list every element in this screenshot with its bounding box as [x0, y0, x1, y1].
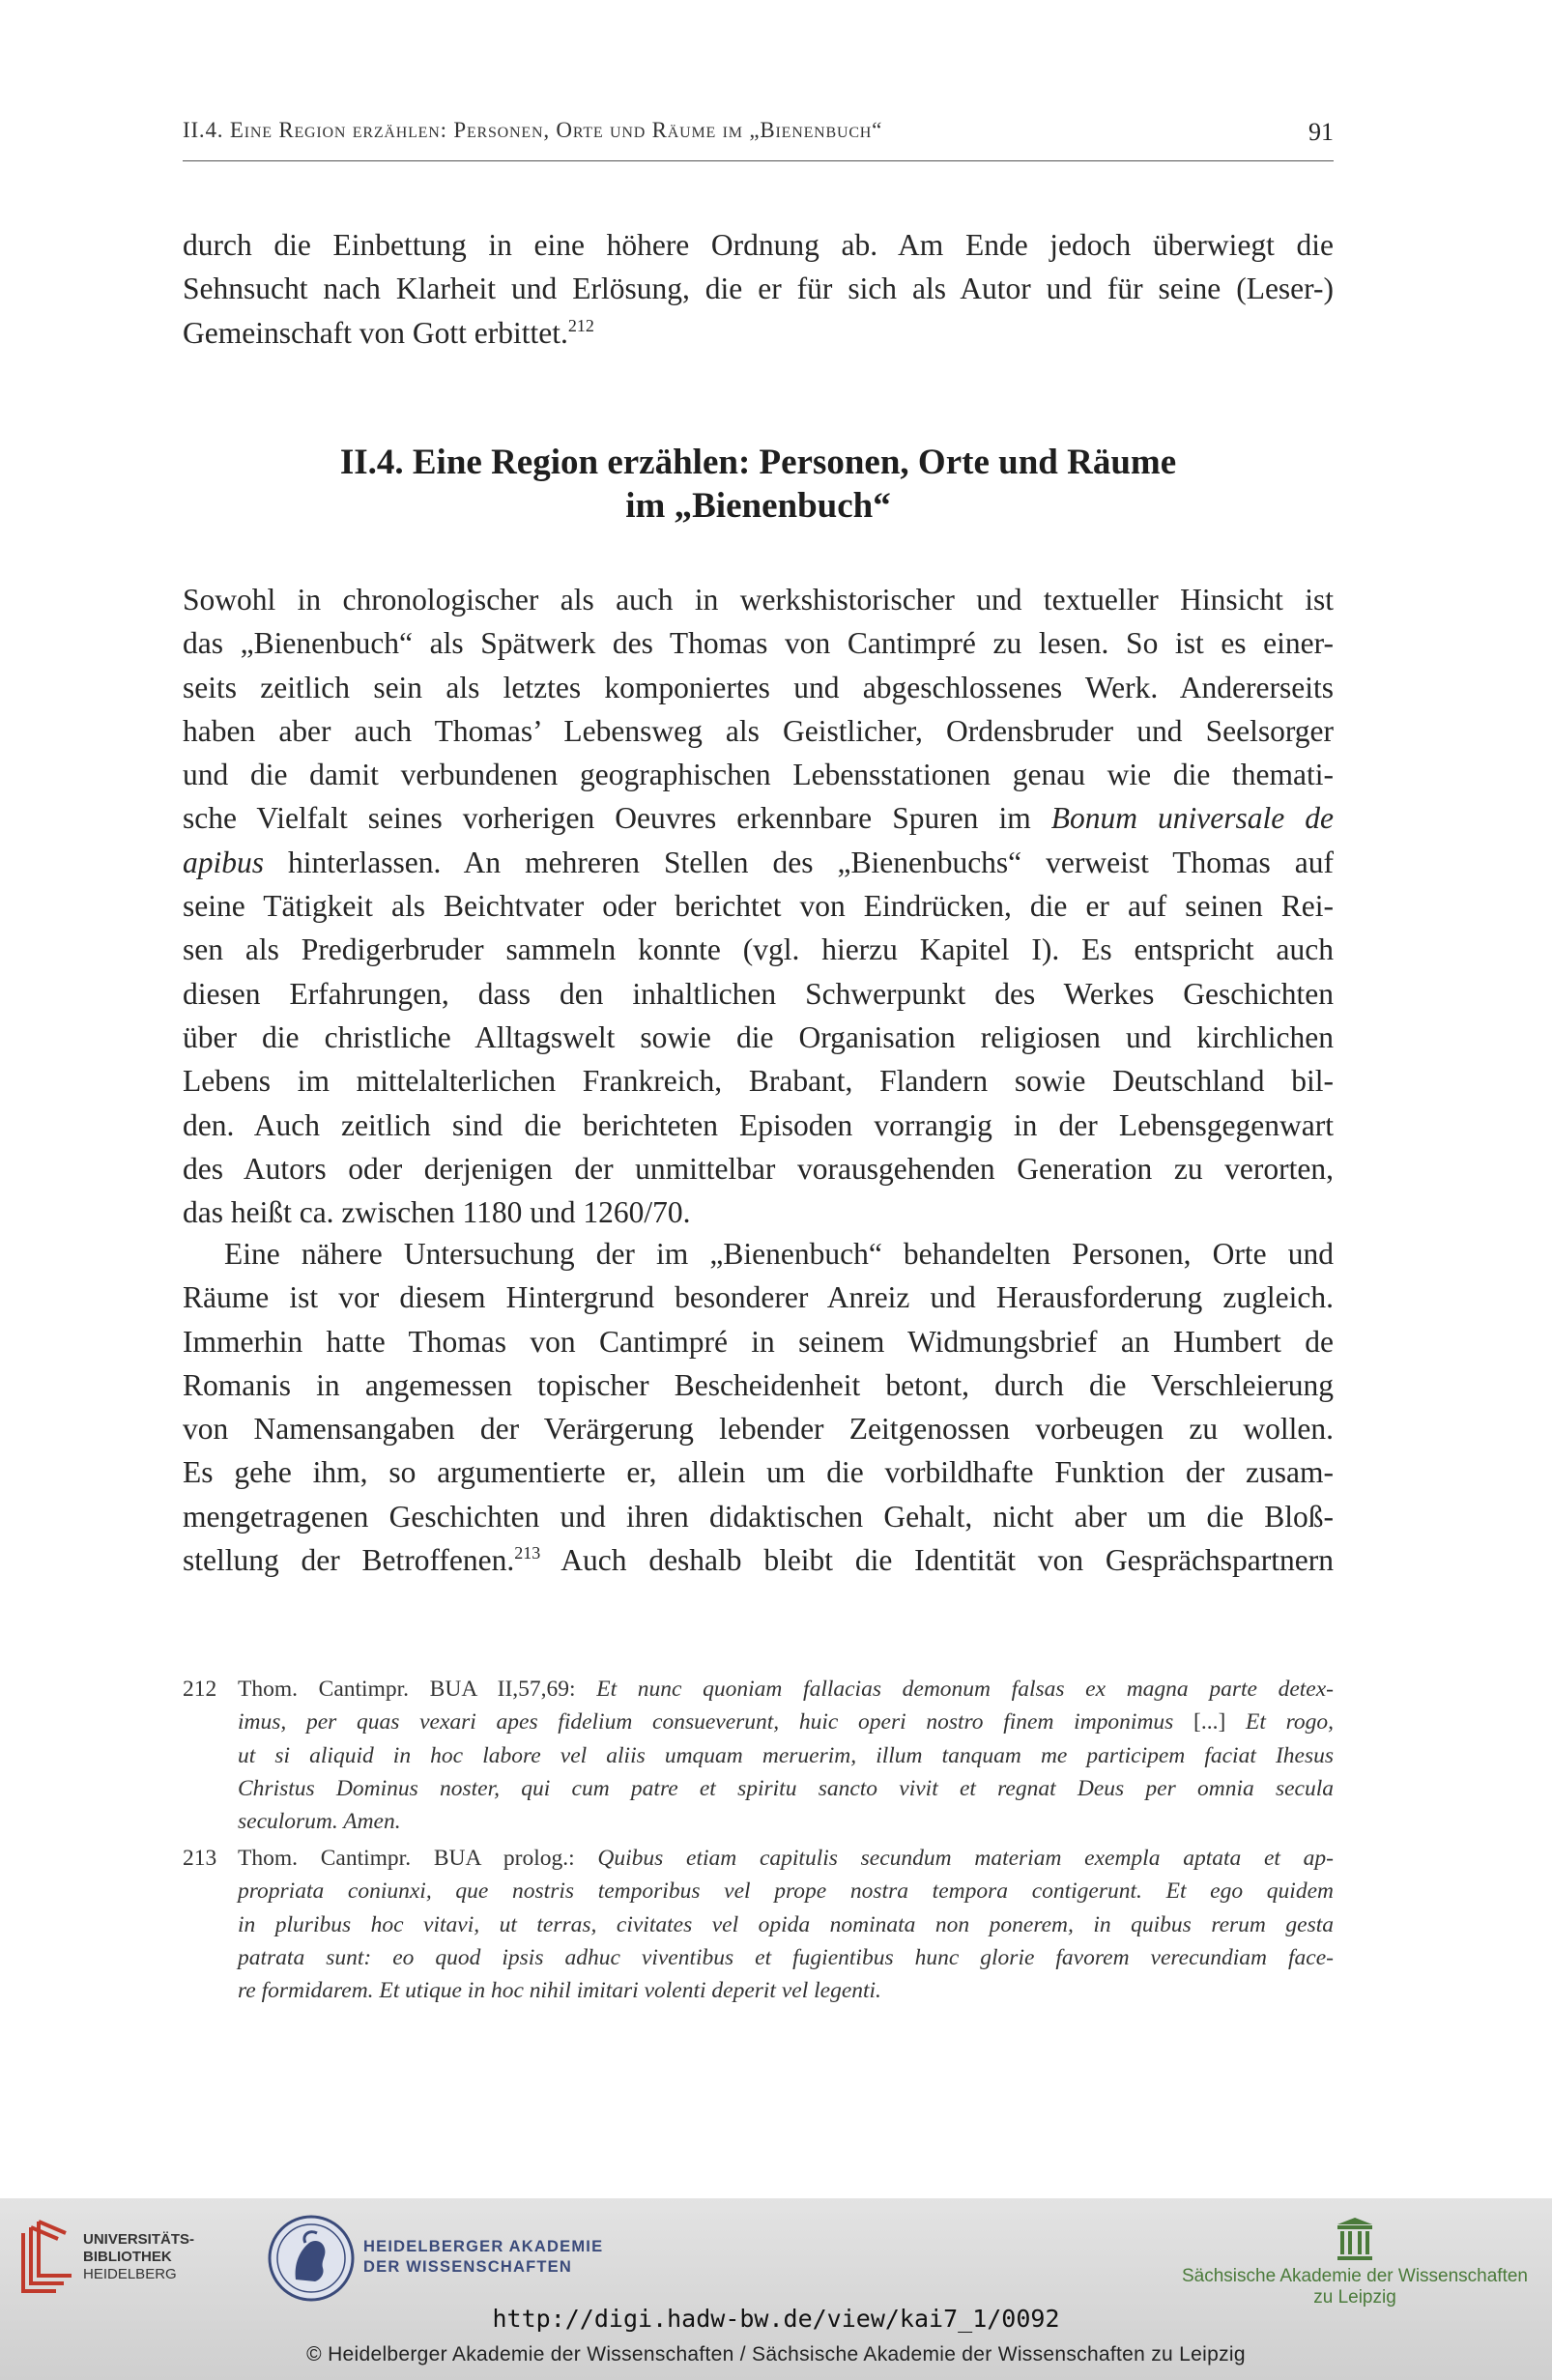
- ub-logo-line: UNIVERSITÄTS-: [83, 2231, 195, 2248]
- text-line: Sowohl in chronologischer als auch in werkshistorischer und textueller Hinsicht ist: [183, 583, 1334, 617]
- text-line: sen als Predigerbruder sammeln konnte (vgl. hierzu Kapitel I). Es entspricht auch: [183, 932, 1334, 967]
- footnote-quote: re formidarem. Et utique in hoc nihil imitari volenti deperit vel legenti.: [238, 1978, 881, 2004]
- footnote-number: 212: [183, 1677, 217, 1702]
- text-line: Sehnsucht nach Klarheit und Erlösung, die er für sich als Autor und für seine (Leser-): [183, 272, 1334, 306]
- text-line: Lebens im mittelalterlichen Frankreich, Brabant, Flandern sowie Deutschland bil-: [183, 1064, 1334, 1099]
- ub-heidelberg-logo[interactable]: [17, 2220, 211, 2297]
- text-line: [183, 796, 1334, 840]
- text-line-content: Auch deshalb bleibt die Identität von Gesprächspartnern: [540, 1543, 1334, 1578]
- text-line: Es gehe ihm, so argumentierte er, allein um die vorbildhafte Funktion der zusam-: [183, 1455, 1334, 1490]
- hadw-logo[interactable]: [267, 2214, 653, 2310]
- hadw-seal-icon: [267, 2214, 356, 2303]
- italic-work-title: apibus: [183, 845, 265, 879]
- text-line: seits zeitlich sein als letztes komponiertes und abgeschlossenes Werk. Andererseits: [183, 670, 1334, 704]
- section-heading-line2: im „Bienenbuch“: [625, 486, 891, 526]
- text-line: [183, 841, 1334, 884]
- text-line-content: stellung der Betroffenen.: [183, 1543, 515, 1578]
- text-line: [183, 311, 1334, 355]
- saw-logo-line: zu Leipzig: [1313, 2287, 1396, 2308]
- section-heading: [183, 441, 1334, 528]
- body-paragraph-2: [183, 1232, 1334, 1582]
- text-line: Immerhin hatte Thomas von Cantimpré in seinem Widmungsbrief an Humbert de: [183, 1324, 1334, 1359]
- running-header: [183, 118, 1334, 161]
- footnote-quote: Et rogo,: [1225, 1709, 1334, 1735]
- footnote-line: [238, 1974, 1334, 2007]
- italic-work-title: Bonum universale de: [1050, 801, 1334, 836]
- text-line: [183, 1538, 1334, 1582]
- footnote-line: [238, 1739, 1334, 1772]
- text-line: Eine nähere Untersuchung der im „Bienenbuch“ behandelten Personen, Orte und: [224, 1237, 1334, 1271]
- text-line: über die christliche Alltagswelt sowie die Organisation religiosen und kirchlichen: [183, 1019, 1334, 1054]
- ub-logo-line: BIBLIOTHEK: [83, 2249, 172, 2265]
- footnote-quote: propriata coniunxi, que nostris temporibus vel prope nostra tempora contigerunt. Et ego quidem: [238, 1878, 1334, 1905]
- footnote-quote: Et nunc quoniam fallacias demonum falsas ex magna parte detex-: [596, 1677, 1334, 1702]
- running-header-title: II.4. Eine Region erzählen: Personen, Orte und Räume im „Bienenbuch“: [183, 118, 883, 142]
- footnote-quote: ut si aliquid in hoc labore vel aliis umquam meruerim, illum tanquam me participem faciat Ihesus: [238, 1742, 1334, 1768]
- section-heading-line1: II.4. Eine Region erzählen: Personen, Orte und Räume: [339, 443, 1177, 482]
- footnote-number: 213: [183, 1846, 217, 1871]
- text-line: durch die Einbettung in eine höhere Ordnung ab. Am Ende jedoch überwiegt die: [183, 228, 1334, 262]
- footnote-source: Thom. Cantimpr. BUA II,57,69:: [238, 1677, 597, 1702]
- footnote-quote: patrata sunt: eo quod ipsis adhuc viventibus et fugientibus hunc glorie favorem verecundiam face-: [238, 1944, 1334, 1970]
- text-line-content: sche Vielfalt seines vorherigen Oeuvres erkennbare Spuren im: [183, 801, 1031, 836]
- text-line: diesen Erfahrungen, dass den inhaltlichen Schwerpunkt des Werkes Geschichten: [183, 976, 1334, 1011]
- copyright-notice: © Heidelberger Akademie der Wissenschaften / Sächsische Akademie der Wissenschaften zu Leipzig: [306, 2343, 1246, 2366]
- footnote-line: [238, 1772, 1334, 1805]
- footnote-212: [183, 1673, 1334, 1838]
- footnote-quote: Christus Dominus noster, qui cum patre et spiritu sancto vivit et regnat Deus per omnia secula: [238, 1775, 1334, 1801]
- hadw-wordmark: [363, 2237, 603, 2278]
- text-line: Romanis in angemessen topischer Bescheidenheit betont, durch die Verschleierung: [183, 1367, 1334, 1402]
- footnote-line: [238, 1805, 1334, 1838]
- text-line: den. Auch zeitlich sind die berichteten Episoden vorrangig in der Lebensgegenwart: [183, 1107, 1334, 1142]
- footnote-ref-212[interactable]: 212: [567, 315, 594, 335]
- text-line: das „Bienenbuch“ als Spätwerk des Thomas von Cantimpré zu lesen. So ist es einer-: [183, 626, 1334, 661]
- footnote-213: [183, 1842, 1334, 2007]
- text-line-content: hinterlassen. An mehreren Stellen des „Bienenbuchs“ verweist Thomas auf: [288, 845, 1335, 879]
- footnote-line: [238, 1875, 1334, 1907]
- text-line: das heißt ca. zwischen 1180 und 1260/70.: [183, 1195, 691, 1230]
- footnote-quote: in pluribus hoc vitavi, ut terras, civitates vel opida nominata non ponerem, in quibus rerum gesta: [238, 1911, 1334, 1937]
- footnote-quote: Quibus etiam capitulis secundum materiam exempla aptata et ap-: [597, 1846, 1335, 1871]
- text-line: und die damit verbundenen geographischen Lebensstationen genau wie die themati-: [183, 758, 1334, 792]
- intro-paragraph: [183, 223, 1334, 355]
- text-line-content: Gemeinschaft von Gott erbittet.: [183, 315, 568, 350]
- ub-heidelberg-emblem-icon: [17, 2220, 77, 2297]
- text-line: Räume ist vor diesem Hintergrund besonderer Anreiz und Herausforderung zugleich.: [183, 1280, 1334, 1315]
- footnote-line: [238, 1673, 1334, 1706]
- text-line: seine Tätigkeit als Beichtvater oder berichtet von Eindrücken, die er auf seinen Rei-: [183, 889, 1334, 924]
- permalink-url[interactable]: http://digi.hadw-bw.de/view/kai7_1/0092: [492, 2305, 1060, 2333]
- text-line: mengetragenen Geschichten und ihren didaktischen Gehalt, nicht aber um die Bloß-: [183, 1499, 1334, 1534]
- footnote-body: [238, 1673, 1334, 1838]
- hadw-logo-line: DER WISSENSCHAFTEN: [363, 2258, 572, 2276]
- hadw-logo-line: HEIDELBERGER AKADEMIE: [363, 2238, 604, 2255]
- footnote-body: [238, 1842, 1334, 2007]
- footnote-quote: imus, per quas vexari apes fidelium consueverunt, huic operi nostro finem imponimus: [238, 1709, 1174, 1735]
- ub-logo-line: HEIDELBERG: [83, 2266, 177, 2282]
- ub-heidelberg-wordmark: [83, 2231, 194, 2283]
- footnote-ref-213[interactable]: 213: [514, 1543, 541, 1563]
- footnote-quote: seculorum. Amen.: [238, 1809, 401, 1835]
- text-line: von Namensangaben der Verärgerung lebender Zeitgenossen vorbeugen zu wollen.: [183, 1412, 1334, 1447]
- saw-building-icon: [1336, 2218, 1374, 2262]
- footnote-source: Thom. Cantimpr. BUA prolog.:: [238, 1846, 598, 1871]
- text-line: haben aber auch Thomas’ Lebensweg als Geistlicher, Ordensbruder und Seelsorger: [183, 713, 1334, 748]
- text-line: des Autors oder derjenigen der unmittelbar vorausgehenden Generation zu verorten,: [183, 1151, 1334, 1186]
- footnote-line: [238, 1941, 1334, 1974]
- page-number: 91: [1308, 118, 1334, 146]
- digitization-footer: [0, 2198, 1552, 2380]
- saw-logo-line: Sächsische Akademie der Wissenschaften: [1181, 2266, 1528, 2286]
- body-paragraph-1: [183, 578, 1334, 1234]
- footnote-line: [238, 1706, 1334, 1738]
- footnote-line: [238, 1908, 1334, 1941]
- footnote-ellipsis: [...]: [1193, 1709, 1226, 1735]
- saw-wordmark: [1181, 2266, 1529, 2308]
- footnote-line: [238, 1842, 1334, 1875]
